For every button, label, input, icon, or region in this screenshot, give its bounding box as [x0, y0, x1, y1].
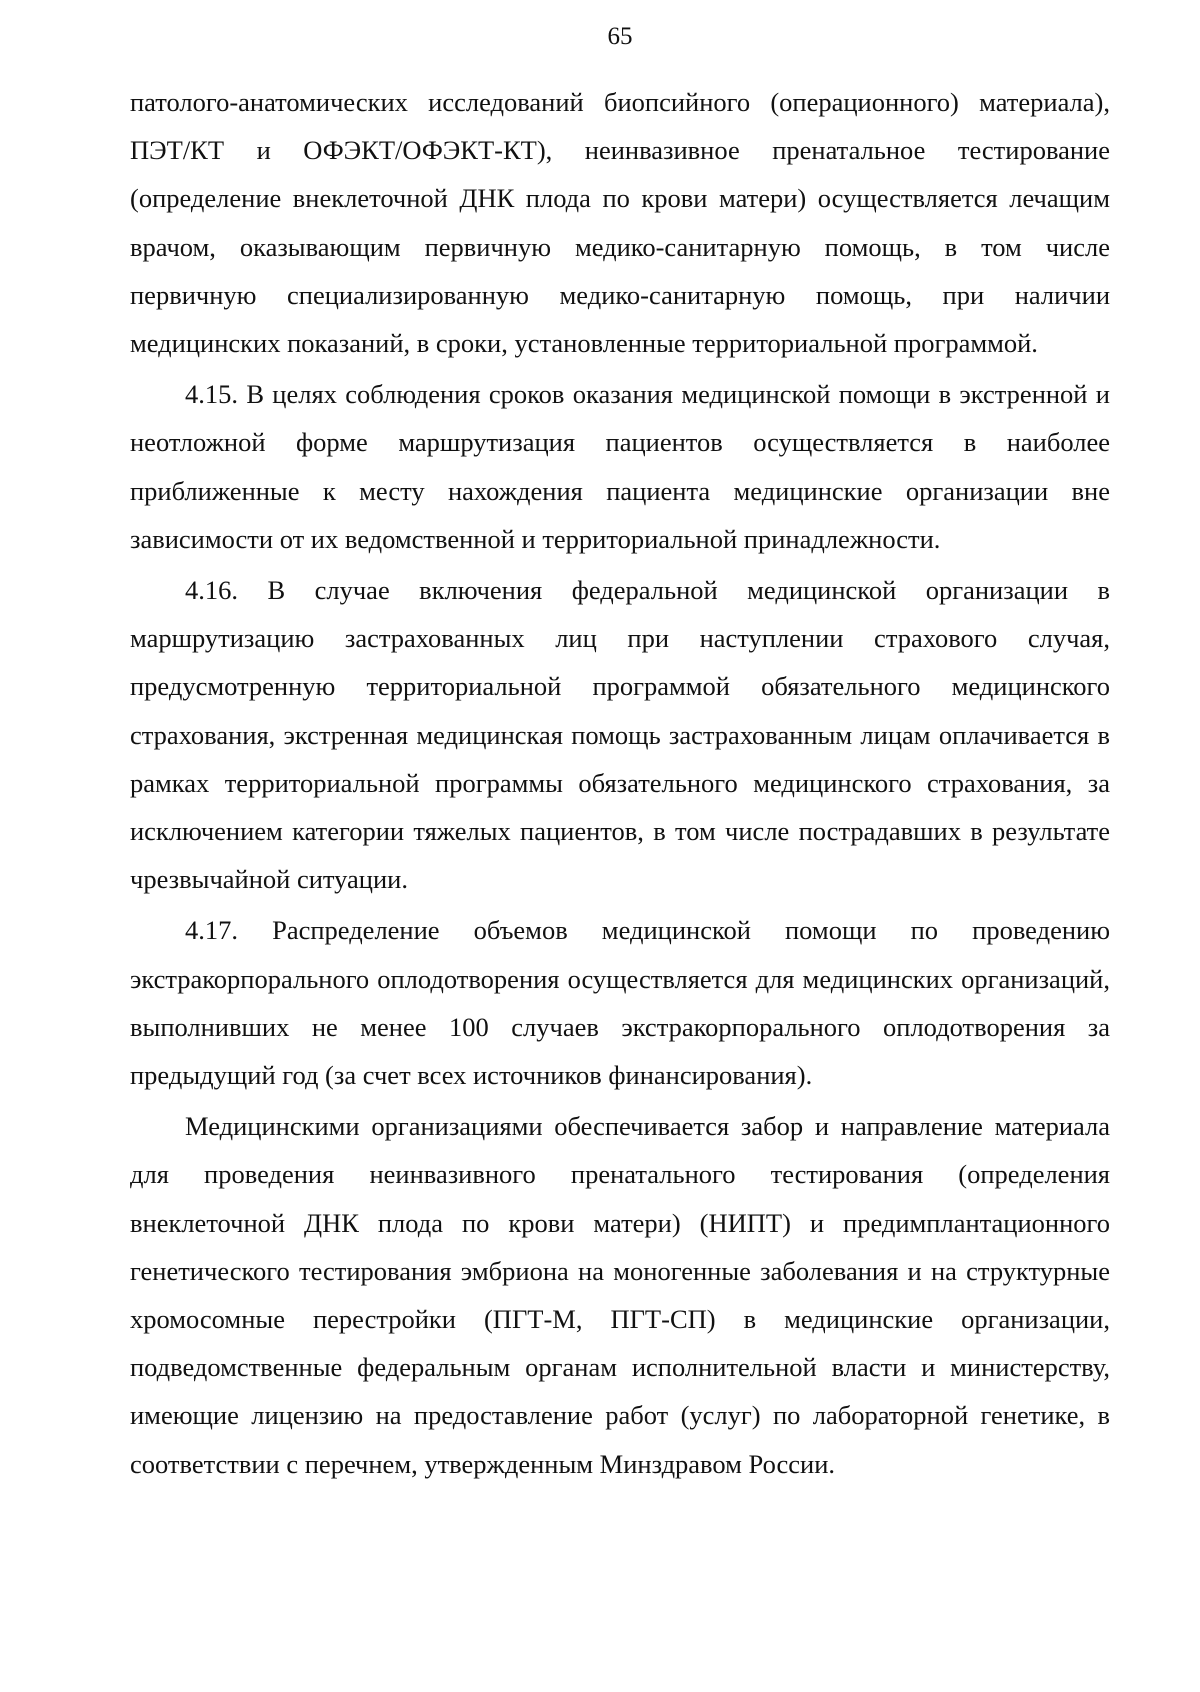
paragraph-continuation: патолого-анатомических исследований биопсийного (операционного) материала), ПЭТ/КТ и ОФЭКТ/ОФЭКТ-КТ), неинвазивное пренатальное тестирование (определение внеклеточной ДНК плода по крови матери) осуществляется лечащим врачом, оказывающим первичную медико-санитарную помощь, в том числе первичную специализированную медико-санитарную помощь, при наличии медицинских показаний, в сроки, установленные территориальной программой.	[130, 87, 1110, 359]
paragraph-nipt: Медицинскими организациями обеспечивается забор и направление материала для проведения неинвазивного пренатального тестирования (определения внеклеточной ДНК плода по крови матери) (НИПТ) и предимплантационного генетического тестирования эмбриона на моногенные заболевания и на структурные хромосомные перестройки (ПГТ-М, ПГТ-СП) в медицинские организации, подведомственные федеральным органам исполнительной власти и министерству, имеющие лицензию на предоставление работ (услуг) по лабораторной генетике, в соответствии с перечнем, утвержденным Минздравом России.	[130, 1111, 1110, 1479]
document-body	[130, 78, 1110, 1488]
paragraph-4-15: 4.15. В целях соблюдения сроков оказания медицинской помощи в экстренной и неотложной форме маршрутизация пациентов осуществляется в наиболее приближенные к месту нахождения пациента медицинские организации вне зависимости от их ведомственной и территориальной принадлежности.	[130, 379, 1110, 554]
paragraph-4-17: 4.17. Распределение объемов медицинской помощи по проведению экстракорпорального оплодотворения осуществляется для медицинских организаций, выполнивших не менее 100 случаев экстракорпорального оплодотворения за предыдущий год (за счет всех источников финансирования).	[130, 915, 1110, 1091]
paragraph-4-16: 4.16. В случае включения федеральной медицинской организации в маршрутизацию застрахованных лиц при наступлении страхового случая, предусмотренную территориальной программой обязательного медицинского страхования, экстренная медицинская помощь застрахованным лицам оплачивается в рамках территориальной программы обязательного медицинского страхования, за исключением категории тяжелых пациентов, в том числе пострадавших в результате чрезвычайной ситуации.	[130, 575, 1110, 895]
page-number: 65	[607, 23, 633, 50]
